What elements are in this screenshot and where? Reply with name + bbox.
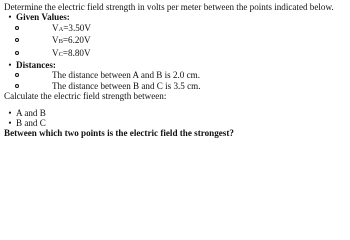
voltage-value: =8.80V <box>62 47 91 58</box>
voltage-symbol: V <box>52 22 59 33</box>
voltage-subscript: C <box>58 50 63 58</box>
distances-heading <box>4 60 350 70</box>
voltage-item-c <box>4 48 350 60</box>
voltage-symbol: V <box>52 35 59 46</box>
intro-text: Determine the electric field strength in volts per meter between the points indicated below. <box>4 2 334 12</box>
voltage-item-b <box>4 35 350 47</box>
pair-item-ab <box>4 108 350 118</box>
voltage-value: =3.50V <box>63 22 91 33</box>
distance-item-ab <box>4 70 350 80</box>
bullet-icon: • <box>8 118 12 129</box>
calc-prompt: Calculate the electric field strength between: <box>4 91 167 102</box>
question-text: Between which two points is the electric field the strongest? <box>4 128 234 139</box>
pair-label: B and C <box>16 118 46 129</box>
voltage-subscript: A <box>58 25 64 33</box>
pair-item-bc <box>4 118 350 128</box>
distance-text: The distance between B and C is 3.5 cm. <box>52 80 201 91</box>
distance-item-bc <box>4 81 350 91</box>
distances-label: Distances: <box>16 60 56 71</box>
given-values-label: Given Values: <box>16 12 70 23</box>
voltage-value: =6.20V <box>62 35 91 46</box>
distance-text: The distance between A and B is 2.0 cm. <box>52 70 200 81</box>
bullet-icon: • <box>8 60 12 71</box>
voltage-subscript: B <box>58 38 63 46</box>
circle-bullet-icon <box>15 38 19 42</box>
circle-bullet-icon <box>15 84 19 88</box>
circle-bullet-icon <box>15 26 19 30</box>
circle-bullet-icon <box>15 51 19 55</box>
given-values-heading <box>4 12 350 22</box>
bullet-icon: • <box>8 107 12 118</box>
voltage-item-a <box>4 23 350 35</box>
bullet-icon: • <box>8 12 12 23</box>
circle-bullet-icon <box>15 73 19 77</box>
pair-label: A and B <box>16 107 46 118</box>
voltage-symbol: V <box>52 47 59 58</box>
